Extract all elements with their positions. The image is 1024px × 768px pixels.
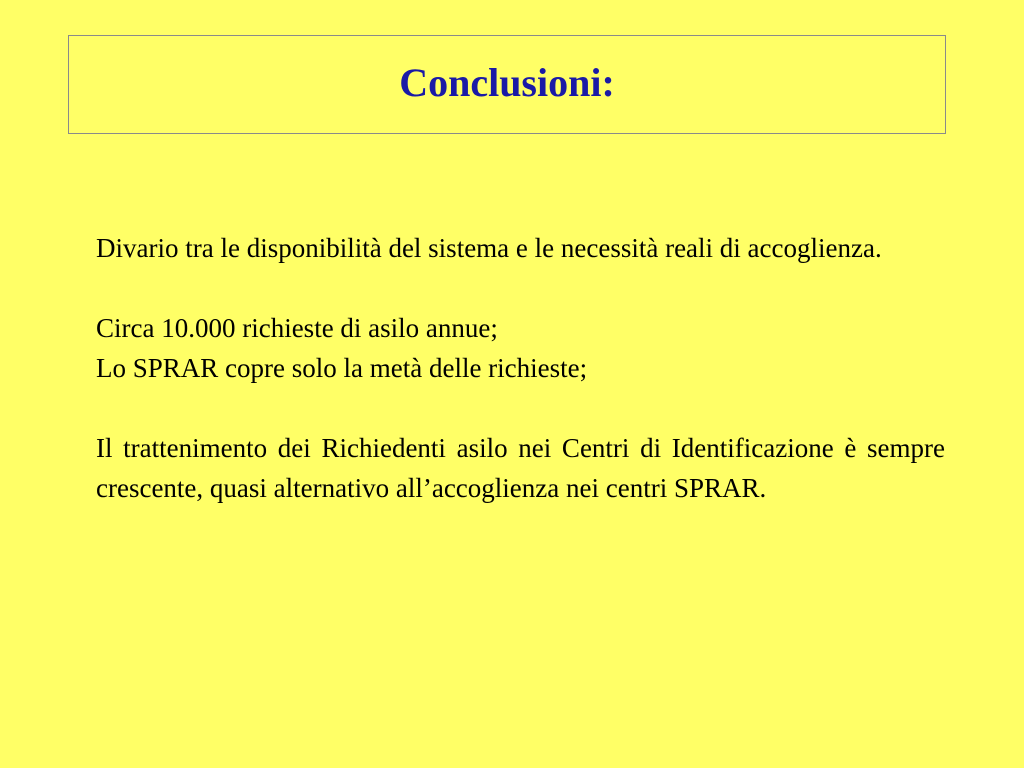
slide-title: Conclusioni: xyxy=(399,59,615,105)
sprar-coverage-line: Lo SPRAR copre solo la metà delle richieste; xyxy=(96,353,588,383)
title-box xyxy=(68,35,946,134)
spacer xyxy=(96,268,945,308)
paragraph-detention: Il trattenimento dei Richiedenti asilo nei Centri di Identificazione è sempre crescente, quasi alternativo all’accoglienza nei centri SPRAR. xyxy=(96,433,945,503)
spacer xyxy=(96,388,945,428)
asylum-requests-line: Circa 10.000 richieste di asilo annue; xyxy=(96,313,498,343)
paragraph-gap: Divario tra le disponibilità del sistema e le necessità reali di accoglienza. xyxy=(96,233,882,263)
slide-content xyxy=(96,228,945,508)
